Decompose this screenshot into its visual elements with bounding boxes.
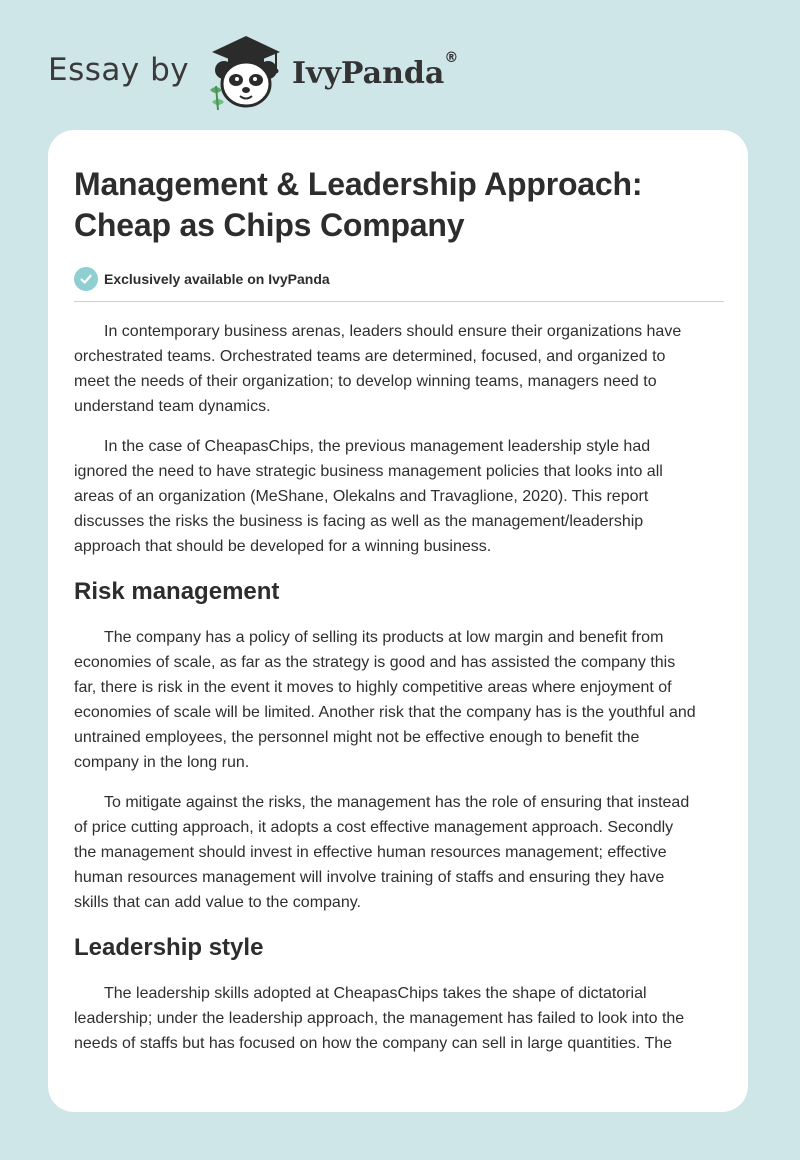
section-heading-risk-management: Risk management bbox=[74, 578, 280, 605]
exclusive-badge bbox=[74, 266, 724, 292]
section-heading-leadership-style: Leadership style bbox=[74, 934, 264, 961]
site-header bbox=[48, 30, 752, 120]
panda-logo-icon[interactable] bbox=[202, 30, 288, 112]
page-title: Management & Leadership Approach: Cheap as Chips Company bbox=[74, 166, 643, 243]
essay-content bbox=[74, 164, 724, 1056]
brand-name[interactable]: IvyPanda® bbox=[292, 50, 459, 91]
leadership-paragraph-1: The leadership skills adopted at CheapasChips takes the shape of dictatorial leadership; under the leadership approach, the management has failed to look into the needs of staffs but has focused on how the company can sell in large quantities. The bbox=[74, 985, 685, 1052]
essay-by-label: Essay by bbox=[48, 52, 190, 88]
risk-paragraph-2: To mitigate against the risks, the management has the role of ensuring that instead of price cutting approach, it adopts a cost effective management approach. Secondly the management should invest in effective human resources management; effective human resources management will involve training of staffs and ensuring they have skills that can add value to the company. bbox=[74, 794, 690, 911]
exclusive-label: Exclusively available on IvyPanda bbox=[104, 271, 330, 287]
registered-mark: ® bbox=[444, 50, 459, 66]
intro-paragraph-1: In contemporary business arenas, leaders should ensure their organizations have orchestrated teams. Orchestrated teams are determined, focused, and organized to meet the needs of their organization; to develop winning teams, managers need to understand team dynamics. bbox=[74, 323, 682, 415]
intro-paragraph-2: In the case of CheapasChips, the previous management leadership style had ignored the need to have strategic business management policies that looks into all areas of an organization (MeShane, Olekalns and Travaglione, 2020). This report discusses the risks the business is facing as well as the management/leadership approach that should be developed for a winning business. bbox=[74, 438, 663, 555]
risk-paragraph-1: The company has a policy of selling its products at low margin and benefit from economies of scale, as far as the strategy is good and has assisted the company this far, there is risk in the event it moves to highly competitive areas where enjoyment of economies of scale will be limited. Another risk that the company has is the youthful and untrained employees, the personnel might not be effective enough to benefit the company in the long run. bbox=[74, 629, 696, 771]
divider bbox=[74, 301, 724, 302]
check-icon bbox=[74, 267, 98, 291]
essay-card bbox=[48, 130, 748, 1112]
